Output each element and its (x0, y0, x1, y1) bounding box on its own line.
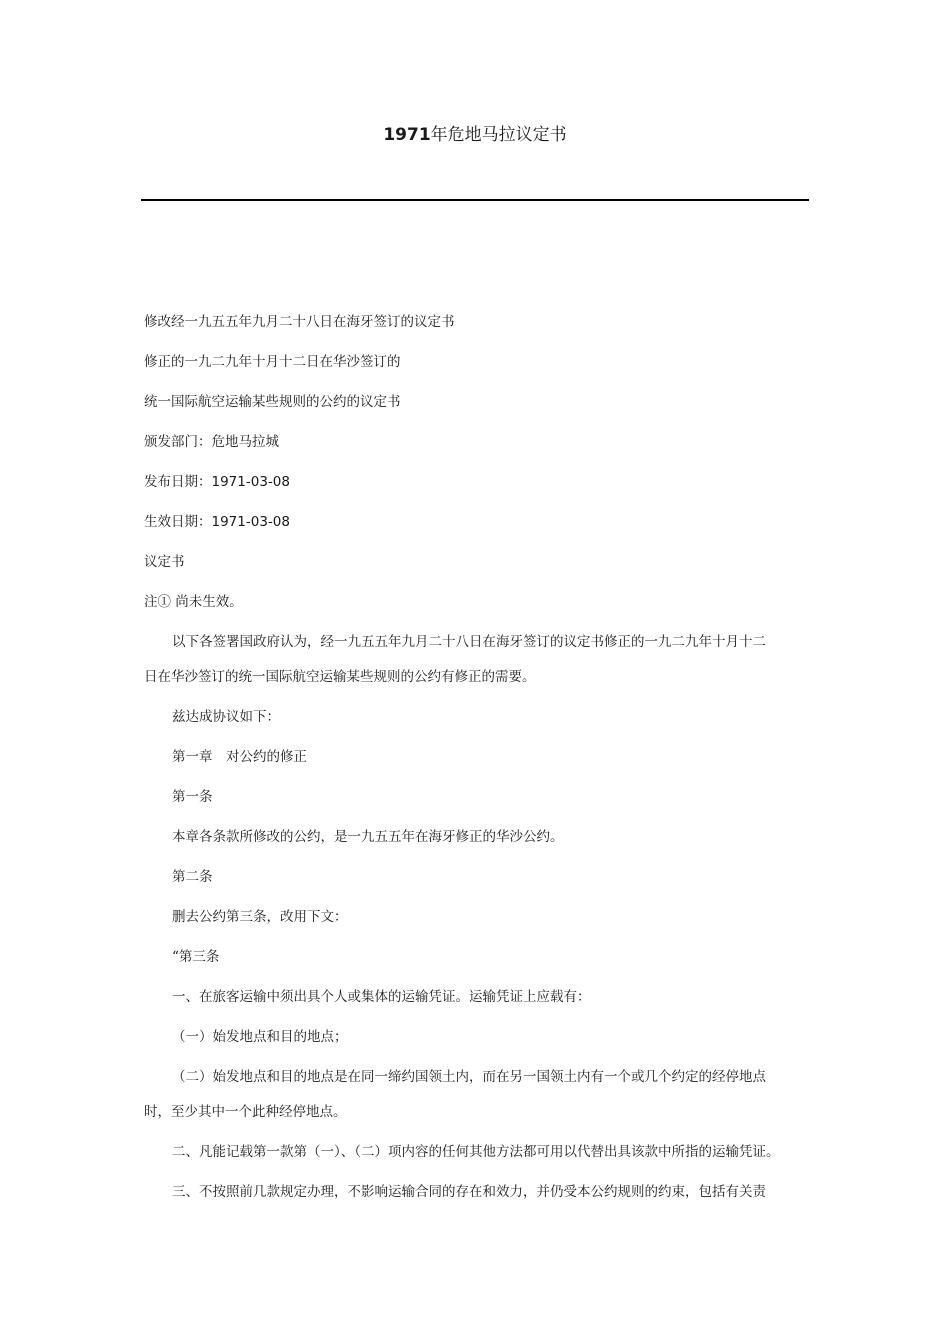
header-line-3: 统一国际航空运输某些规则的公约的议定书 (144, 394, 401, 410)
effective-date-label: 生效日期： (144, 514, 212, 530)
effective-date-value: 1971-03-08 (211, 514, 290, 530)
article-2-heading: 第二条 (172, 869, 213, 885)
clause-1-item-2-line-1: （二）始发地点和目的地点是在同一缔约国领土内，而在另一国领土内有一个或几个约定的经停地点 (172, 1069, 766, 1085)
clause-1-item-1: （一）始发地点和目的地点； (172, 1029, 348, 1045)
document-title (0, 124, 950, 146)
publish-date-value: 1971-03-08 (211, 474, 290, 490)
publish-date-row (144, 472, 810, 492)
article-3-quote-heading: “第三条 (172, 949, 220, 965)
article-1-heading: 第一条 (172, 789, 213, 805)
chapter-1-heading: 第一章 对公约的修正 (172, 749, 307, 765)
article-1-text: 本章各条款所修改的公约，是一九五五年在海牙修正的华沙公约。 (172, 829, 564, 845)
header-line-2: 修正的一九二九年十月十二日在华沙签订的 (144, 354, 401, 370)
clause-2: 二、凡能记载第一款第（一）、（二）项内容的任何其他方法都可用以代替出具该款中所指的运输凭证。 (172, 1144, 780, 1160)
preamble-line-2: 日在华沙签订的统一国际航空运输某些规则的公约有修正的需要。 (144, 669, 536, 685)
preamble-line-1: 以下各签署国政府认为，经一九五五年九月二十八日在海牙签订的议定书修正的一九二九年十月十二 (172, 634, 766, 650)
title-text: 年危地马拉议定书 (430, 125, 567, 145)
title-year: 1971 (383, 125, 431, 145)
doc-type: 议定书 (144, 554, 185, 570)
publish-date-label: 发布日期： (144, 474, 212, 490)
issuer: 颁发部门：危地马拉城 (144, 434, 279, 450)
clause-3: 三、不按照前几款规定办理，不影响运输合同的存在和效力，并仍受本公约规则的约束，包括有关责 (172, 1184, 766, 1200)
status-note: 注① 尚未生效。 (144, 594, 243, 610)
article-2-text: 删去公约第三条，改用下文： (172, 909, 348, 925)
clause-1-item-2-line-2: 时，至少其中一个此种经停地点。 (144, 1104, 347, 1120)
title-divider (141, 199, 809, 201)
effective-date-row (144, 512, 810, 532)
clause-1: 一、在旅客运输中须出具个人或集体的运输凭证。运输凭证上应载有： (172, 989, 591, 1005)
agreed-text: 兹达成协议如下： (172, 709, 280, 725)
header-line-1: 修改经一九五五年九月二十八日在海牙签订的议定书 (144, 314, 455, 330)
